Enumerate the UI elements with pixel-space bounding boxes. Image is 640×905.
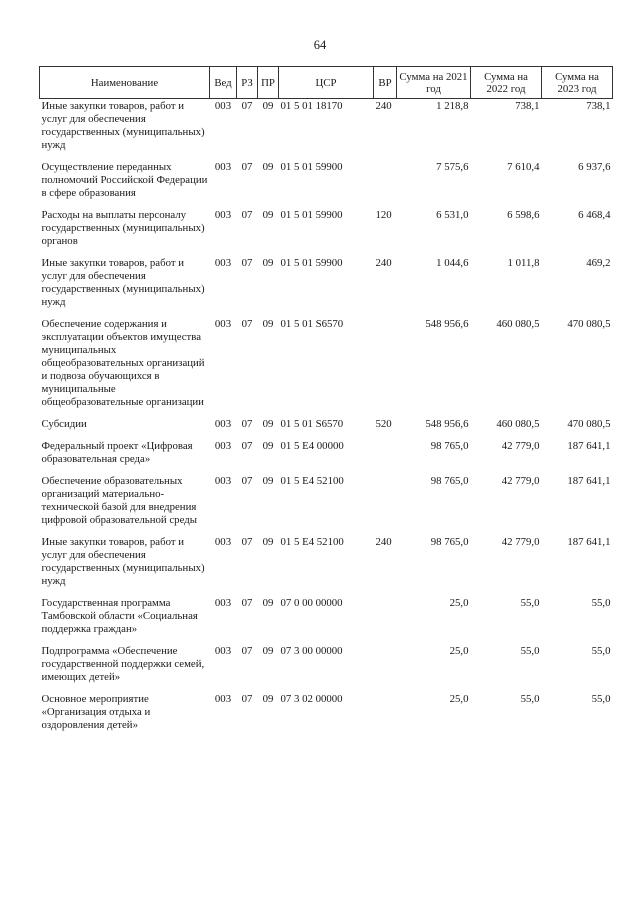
row-sum-2022: 55,0 (520, 597, 540, 609)
row-sum-2023: 55,0 (591, 597, 611, 609)
row-ved: 003 (214, 100, 232, 112)
table-row (40, 645, 613, 693)
row-sum-2023: 469,2 (586, 257, 611, 269)
header-ved: Вед (210, 67, 237, 99)
row-sum-2021: 25,0 (449, 597, 469, 609)
table-row (40, 99, 613, 162)
row-rz: 07 (241, 209, 253, 221)
row-vr (374, 318, 397, 418)
row-csr: 01 5 01 59900 (280, 257, 343, 269)
row-pr: 09 (262, 161, 274, 173)
table-row (40, 536, 613, 597)
row-rz: 07 (241, 257, 253, 269)
row-ved: 003 (214, 318, 232, 330)
row-sum-2021: 548 956,6 (425, 418, 469, 430)
row-csr: 01 5 01 S6570 (280, 318, 344, 330)
row-vr: 240 (375, 257, 392, 269)
row-vr: 120 (375, 209, 392, 221)
row-rz: 07 (241, 536, 253, 548)
row-sum-2021: 25,0 (449, 645, 469, 657)
row-sum-2021: 98 765,0 (430, 475, 469, 487)
row-pr: 09 (262, 597, 274, 609)
row-pr: 09 (262, 318, 274, 330)
header-name: Наименование (40, 67, 210, 99)
row-sum-2023: 6 468,4 (578, 209, 611, 221)
header-vr: ВР (374, 67, 397, 99)
row-vr (374, 475, 397, 536)
row-sum-2022: 42 779,0 (501, 440, 540, 452)
row-vr (374, 693, 397, 741)
row-ved: 003 (214, 645, 232, 657)
row-pr: 09 (262, 440, 274, 452)
row-rz: 07 (241, 318, 253, 330)
row-sum-2021: 25,0 (449, 693, 469, 705)
row-sum-2023: 55,0 (591, 645, 611, 657)
row-pr: 09 (262, 645, 274, 657)
row-vr (374, 597, 397, 645)
row-sum-2022: 42 779,0 (501, 475, 540, 487)
row-csr: 07 3 02 00000 (280, 693, 343, 705)
row-csr: 07 0 00 00000 (280, 597, 343, 609)
table-row (40, 318, 613, 418)
row-vr (374, 440, 397, 475)
row-sum-2023: 55,0 (591, 693, 611, 705)
row-sum-2022: 1 011,8 (507, 257, 540, 269)
table-row (40, 475, 613, 536)
row-sum-2023: 738,1 (586, 100, 611, 112)
row-sum-2023: 187 641,1 (567, 440, 611, 452)
row-name: Подпрограмма «Обеспечение государственной поддержки семей, имеющих детей» (41, 645, 205, 683)
row-name: Субсидии (41, 418, 87, 430)
row-pr: 09 (262, 100, 274, 112)
row-csr: 07 3 00 00000 (280, 645, 343, 657)
row-sum-2021: 98 765,0 (430, 536, 469, 548)
row-pr: 09 (262, 536, 274, 548)
row-rz: 07 (241, 645, 253, 657)
row-pr: 09 (262, 693, 274, 705)
header-pr: ПР (258, 67, 279, 99)
row-sum-2022: 7 610,4 (507, 161, 540, 173)
row-name: Иные закупки товаров, работ и услуг для обеспечения государственных (муниципальных) нужд (41, 257, 205, 308)
row-ved: 003 (214, 161, 232, 173)
row-rz: 07 (241, 100, 253, 112)
table-row (40, 597, 613, 645)
row-csr: 01 5 E4 52100 (280, 536, 344, 548)
table-row (40, 440, 613, 475)
row-csr: 01 5 01 S6570 (280, 418, 344, 430)
row-name: Государственная программа Тамбовской области «Социальная поддержка граждан» (41, 597, 198, 635)
row-pr: 09 (262, 209, 274, 221)
row-rz: 07 (241, 475, 253, 487)
row-csr: 01 5 E4 52100 (280, 475, 344, 487)
row-name: Иные закупки товаров, работ и услуг для обеспечения государственных (муниципальных) нужд (41, 536, 205, 587)
row-sum-2021: 1 044,6 (436, 257, 469, 269)
row-csr: 01 5 01 59900 (280, 161, 343, 173)
row-vr: 240 (375, 100, 392, 112)
header-sum-2022: Сумма на 2022 год (471, 67, 542, 99)
table-row (40, 418, 613, 440)
row-pr: 09 (262, 418, 274, 430)
row-name: Расходы на выплаты персоналу государственных (муниципальных) органов (41, 209, 205, 247)
row-sum-2021: 6 531,0 (436, 209, 469, 221)
table-row (40, 693, 613, 741)
row-sum-2023: 470 080,5 (567, 418, 611, 430)
row-sum-2022: 42 779,0 (501, 536, 540, 548)
row-rz: 07 (241, 597, 253, 609)
row-rz: 07 (241, 418, 253, 430)
row-ved: 003 (214, 440, 232, 452)
row-vr (374, 161, 397, 209)
row-sum-2023: 470 080,5 (567, 318, 611, 330)
row-name: Основное мероприятие «Организация отдыха и оздоровления детей» (41, 693, 151, 731)
row-sum-2022: 738,1 (515, 100, 540, 112)
row-sum-2022: 460 080,5 (496, 418, 540, 430)
header-rz: РЗ (237, 67, 258, 99)
row-ved: 003 (214, 418, 232, 430)
row-ved: 003 (214, 475, 232, 487)
row-sum-2021: 98 765,0 (430, 440, 469, 452)
row-csr: 01 5 01 18170 (280, 100, 343, 112)
row-sum-2023: 6 937,6 (578, 161, 611, 173)
row-pr: 09 (262, 257, 274, 269)
row-vr: 520 (375, 418, 392, 430)
header-csr: ЦСР (279, 67, 374, 99)
row-sum-2021: 1 218,8 (436, 100, 469, 112)
row-sum-2023: 187 641,1 (567, 536, 611, 548)
row-ved: 003 (214, 597, 232, 609)
row-sum-2021: 7 575,6 (436, 161, 469, 173)
row-pr: 09 (262, 475, 274, 487)
row-rz: 07 (241, 161, 253, 173)
table-row (40, 209, 613, 257)
row-name: Осуществление переданных полномочий Российской Федерации в сфере образования (41, 161, 208, 199)
row-name: Федеральный проект «Цифровая образовательная среда» (41, 440, 193, 465)
row-sum-2022: 460 080,5 (496, 318, 540, 330)
row-ved: 003 (214, 693, 232, 705)
row-rz: 07 (241, 693, 253, 705)
page-number: 64 (313, 38, 327, 52)
row-name: Обеспечение содержания и эксплуатации объектов имущества муниципальных общеобразовательных организаций и подвоза обучающихся в муниципальные общеобразовательные организации (41, 318, 205, 408)
row-csr: 01 5 01 59900 (280, 209, 343, 221)
row-vr: 240 (375, 536, 392, 548)
header-sum-2021: Сумма на 2021 год (397, 67, 471, 99)
row-sum-2022: 6 598,6 (507, 209, 540, 221)
row-name: Обеспечение образовательных организаций материально-технической базой для внедрения цифровой образовательной среды (41, 475, 197, 526)
table-row (40, 161, 613, 209)
row-rz: 07 (241, 440, 253, 452)
row-ved: 003 (214, 536, 232, 548)
row-vr (374, 645, 397, 693)
header-sum-2023: Сумма на 2023 год (542, 67, 613, 99)
row-sum-2022: 55,0 (520, 645, 540, 657)
row-ved: 003 (214, 209, 232, 221)
row-ved: 003 (214, 257, 232, 269)
row-sum-2022: 55,0 (520, 693, 540, 705)
budget-table (39, 66, 613, 741)
row-sum-2023: 187 641,1 (567, 475, 611, 487)
row-csr: 01 5 E4 00000 (280, 440, 344, 452)
header-row (40, 67, 613, 99)
table-row (40, 257, 613, 318)
row-sum-2021: 548 956,6 (425, 318, 469, 330)
row-name: Иные закупки товаров, работ и услуг для обеспечения государственных (муниципальных) нужд (41, 100, 205, 151)
